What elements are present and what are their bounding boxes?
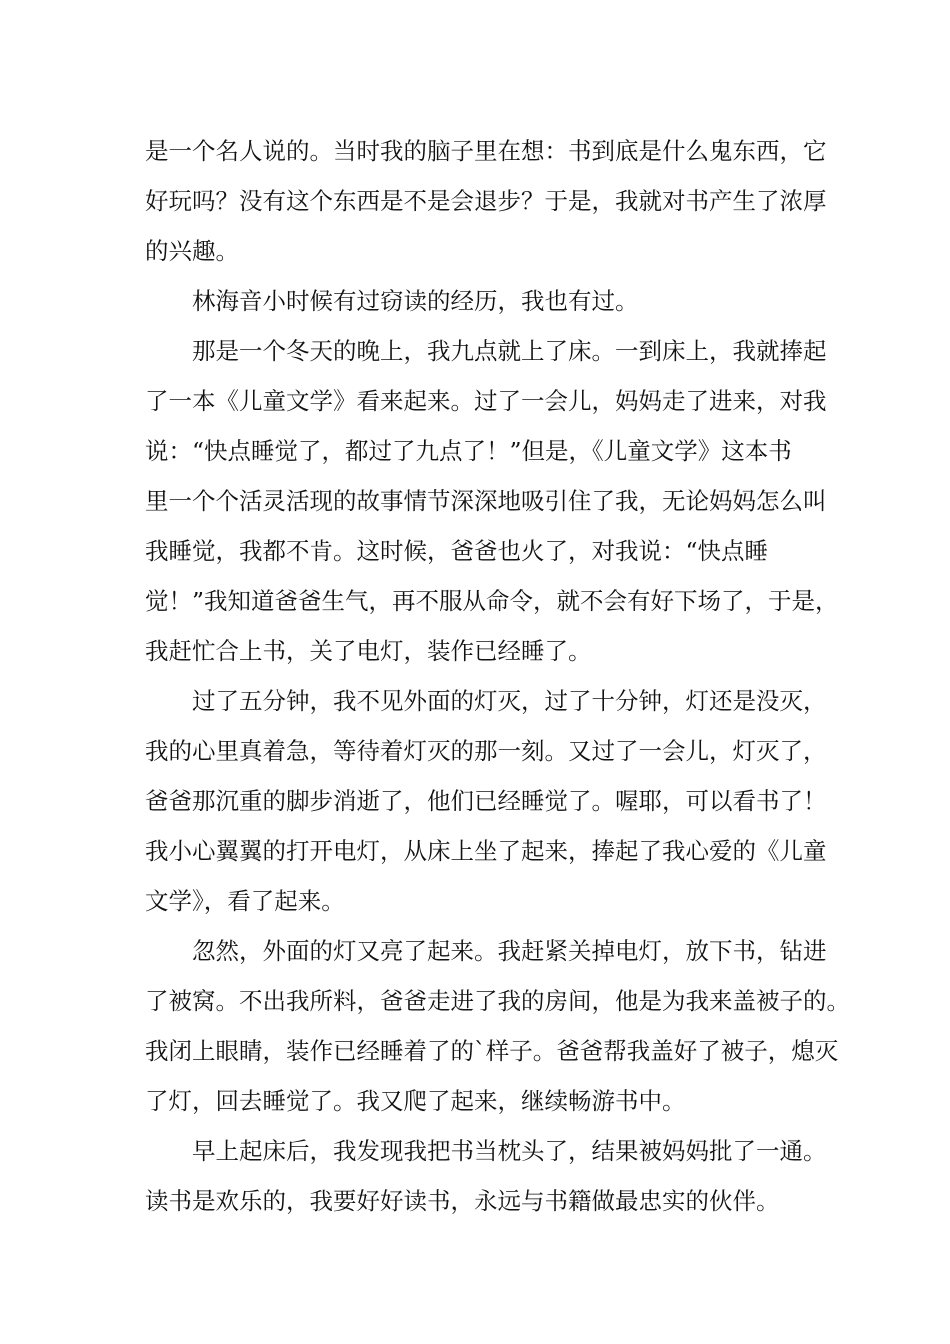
text-line: 那是一个冬天的晚上，我九点就上了床。一到床上，我就捧起 [145,337,827,365]
text-line: 过了五分钟，我不见外面的灯灭，过了十分钟，灯还是没灭， [145,687,827,715]
text-line: 我小心翼翼的打开电灯，从床上坐了起来，捧起了我心爱的《儿童 [145,837,827,865]
text-line: 读书是欢乐的，我要好好读书，永远与书籍做最忠实的伙伴。 [145,1187,780,1215]
text-line: 我的心里真着急，等待着灯灭的那一刻。又过了一会儿，灯灭了， [145,737,827,765]
text-line: 文学》，看了起来。 [145,887,345,915]
text-line: 林海音小时候有过窃读的经历，我也有过。 [145,287,639,315]
text-line: 里一个个活灵活现的故事情节深深地吸引住了我，无论妈妈怎么叫 [145,487,827,515]
text-line: 我赶忙合上书，关了电灯，装作已经睡了。 [145,637,592,665]
text-line: 早上起床后，我发现我把书当枕头了，结果被妈妈批了一通。 [145,1137,827,1165]
text-line: 爸爸那沉重的脚步消逝了，他们已经睡觉了。喔耶，可以看书了！ [145,787,827,815]
text-line: 是一个名人说的。当时我的脑子里在想：书到底是什么鬼东西，它 [145,137,827,165]
text-line: 觉！”我知道爸爸生气，再不服从命令，就不会有好下场了，于是， [145,587,839,615]
text-line: 了灯，回去睡觉了。我又爬了起来，继续畅游书中。 [145,1087,686,1115]
text-line: 的兴趣。 [145,237,239,265]
text-line: 了一本《儿童文学》看来起来。过了一会儿，妈妈走了进来，对我 [145,387,827,415]
text-line: 好玩吗？没有这个东西是不是会退步？于是，我就对书产生了浓厚 [145,187,827,215]
text-line: 我睡觉，我都不肯。这时候，爸爸也火了，对我说：“快点睡 [145,537,769,565]
text-line: 说：“快点睡觉了，都过了九点了！”但是，《儿童文学》这本书 [145,437,792,465]
text-line: 了被窝。不出我所料，爸爸走进了我的房间，他是为我来盖被子的。 [145,987,850,1015]
text-line: 忽然，外面的灯又亮了起来。我赶紧关掉电灯，放下书，钻进 [145,937,827,965]
text-line: 我闭上眼睛，装作已经睡着了的`样子。爸爸帮我盖好了被子，熄灭 [145,1037,839,1065]
